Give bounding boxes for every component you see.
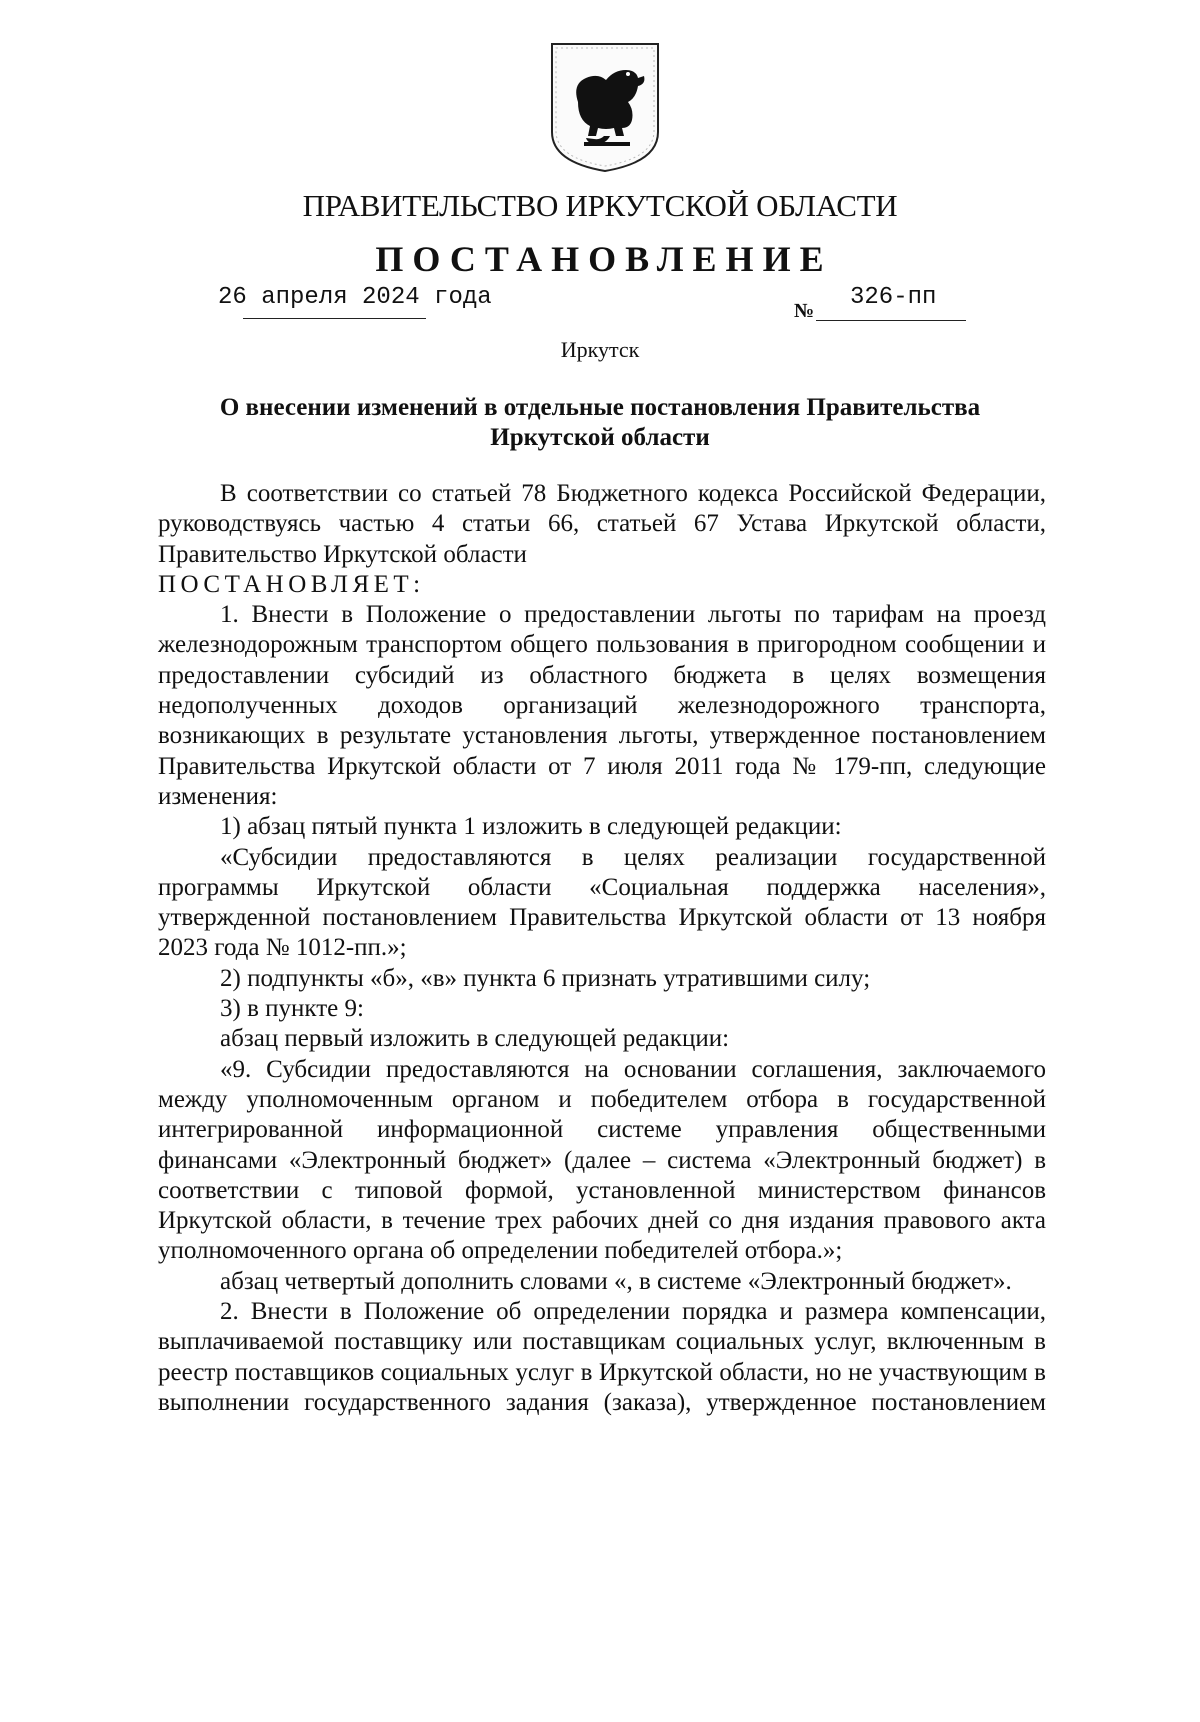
city-name: Иркутск xyxy=(560,337,640,362)
paragraph: 2) подпункты «б», «в» пункта 6 признать утратившими силу; xyxy=(220,964,871,992)
number-sign: № xyxy=(794,300,815,322)
date-underline xyxy=(243,318,426,319)
paragraph: 2. Внести в Положение об определении порядка и размера компенсации, выплачиваемой поставщику или поставщикам социальных услуг, включенным в реестр поставщиков социальных услуг в Иркутской области, но не участвующим в выполнении государственного задания (заказа), утвержденное постановлением xyxy=(158,1298,1046,1416)
document-body xyxy=(158,479,1046,1418)
paragraph: «Субсидии предоставляются в целях реализации государственной программы Иркутской области «Социальная поддержка населения», утвержденной постановлением Правительства Иркутской области от 13 ноября 2023 года № 1012-пп.»; xyxy=(158,843,1046,962)
paragraph: абзац первый изложить в следующей редакции: xyxy=(220,1025,730,1053)
paragraph: В соответствии со статьей 78 Бюджетного кодекса Российской Федерации, руководствуясь частью 4 статьи 66, статьей 67 Устава Иркутской области, Правительство Иркутской области xyxy=(158,480,1046,568)
paragraph-resolves: ПОСТАНОВЛЯЕТ: xyxy=(158,570,425,598)
paragraph: 1. Внести в Положение о предоставлении льготы по тарифам на проезд железнодорожным транспортом общего пользования в пригородном сообщении и предоставлении субсидий из областного бюджета в целях возмещения недополученных доходов организаций железнодорожного транспорта, возникающих в результате установления льготы, утвержденное постановлением Правительства Иркутской области от 7 июля 2011 года № 179-пп, следующие изменения: xyxy=(158,601,1046,810)
document-title: О внесении изменений в отдельные постановления Правительства Иркутской области xyxy=(219,394,981,451)
government-title: ПРАВИТЕЛЬСТВО ИРКУТСКОЙ ОБЛАСТИ xyxy=(302,188,898,223)
paragraph: абзац четвертый дополнить словами «, в системе «Электронный бюджет». xyxy=(220,1267,1012,1295)
paragraph: 1) абзац пятый пункта 1 изложить в следующей редакции: xyxy=(220,813,842,841)
document-type: ПОСТАНОВЛЕНИЕ xyxy=(375,239,833,279)
document-number: 326-пп xyxy=(850,284,937,311)
paragraph: 3) в пункте 9: xyxy=(220,995,364,1023)
coat-of-arms-icon xyxy=(548,40,662,174)
paragraph: «9. Субсидии предоставляются на основании соглашения, заключаемого между уполномоченным органом и победителем отбора в государственной интегрированной информационной системе управления общественными финансами «Электронный бюджет» (далее – система «Электронный бюджет) в соответствии с типовой формой, установленной министерством финансов Иркутской области, в течение трех рабочих дней со дня издания правового акта уполномоченного органа об определении победителей отбора.»; xyxy=(158,1055,1046,1265)
document-date: 26 апреля 2024 года xyxy=(218,284,492,311)
number-underline xyxy=(816,320,966,321)
